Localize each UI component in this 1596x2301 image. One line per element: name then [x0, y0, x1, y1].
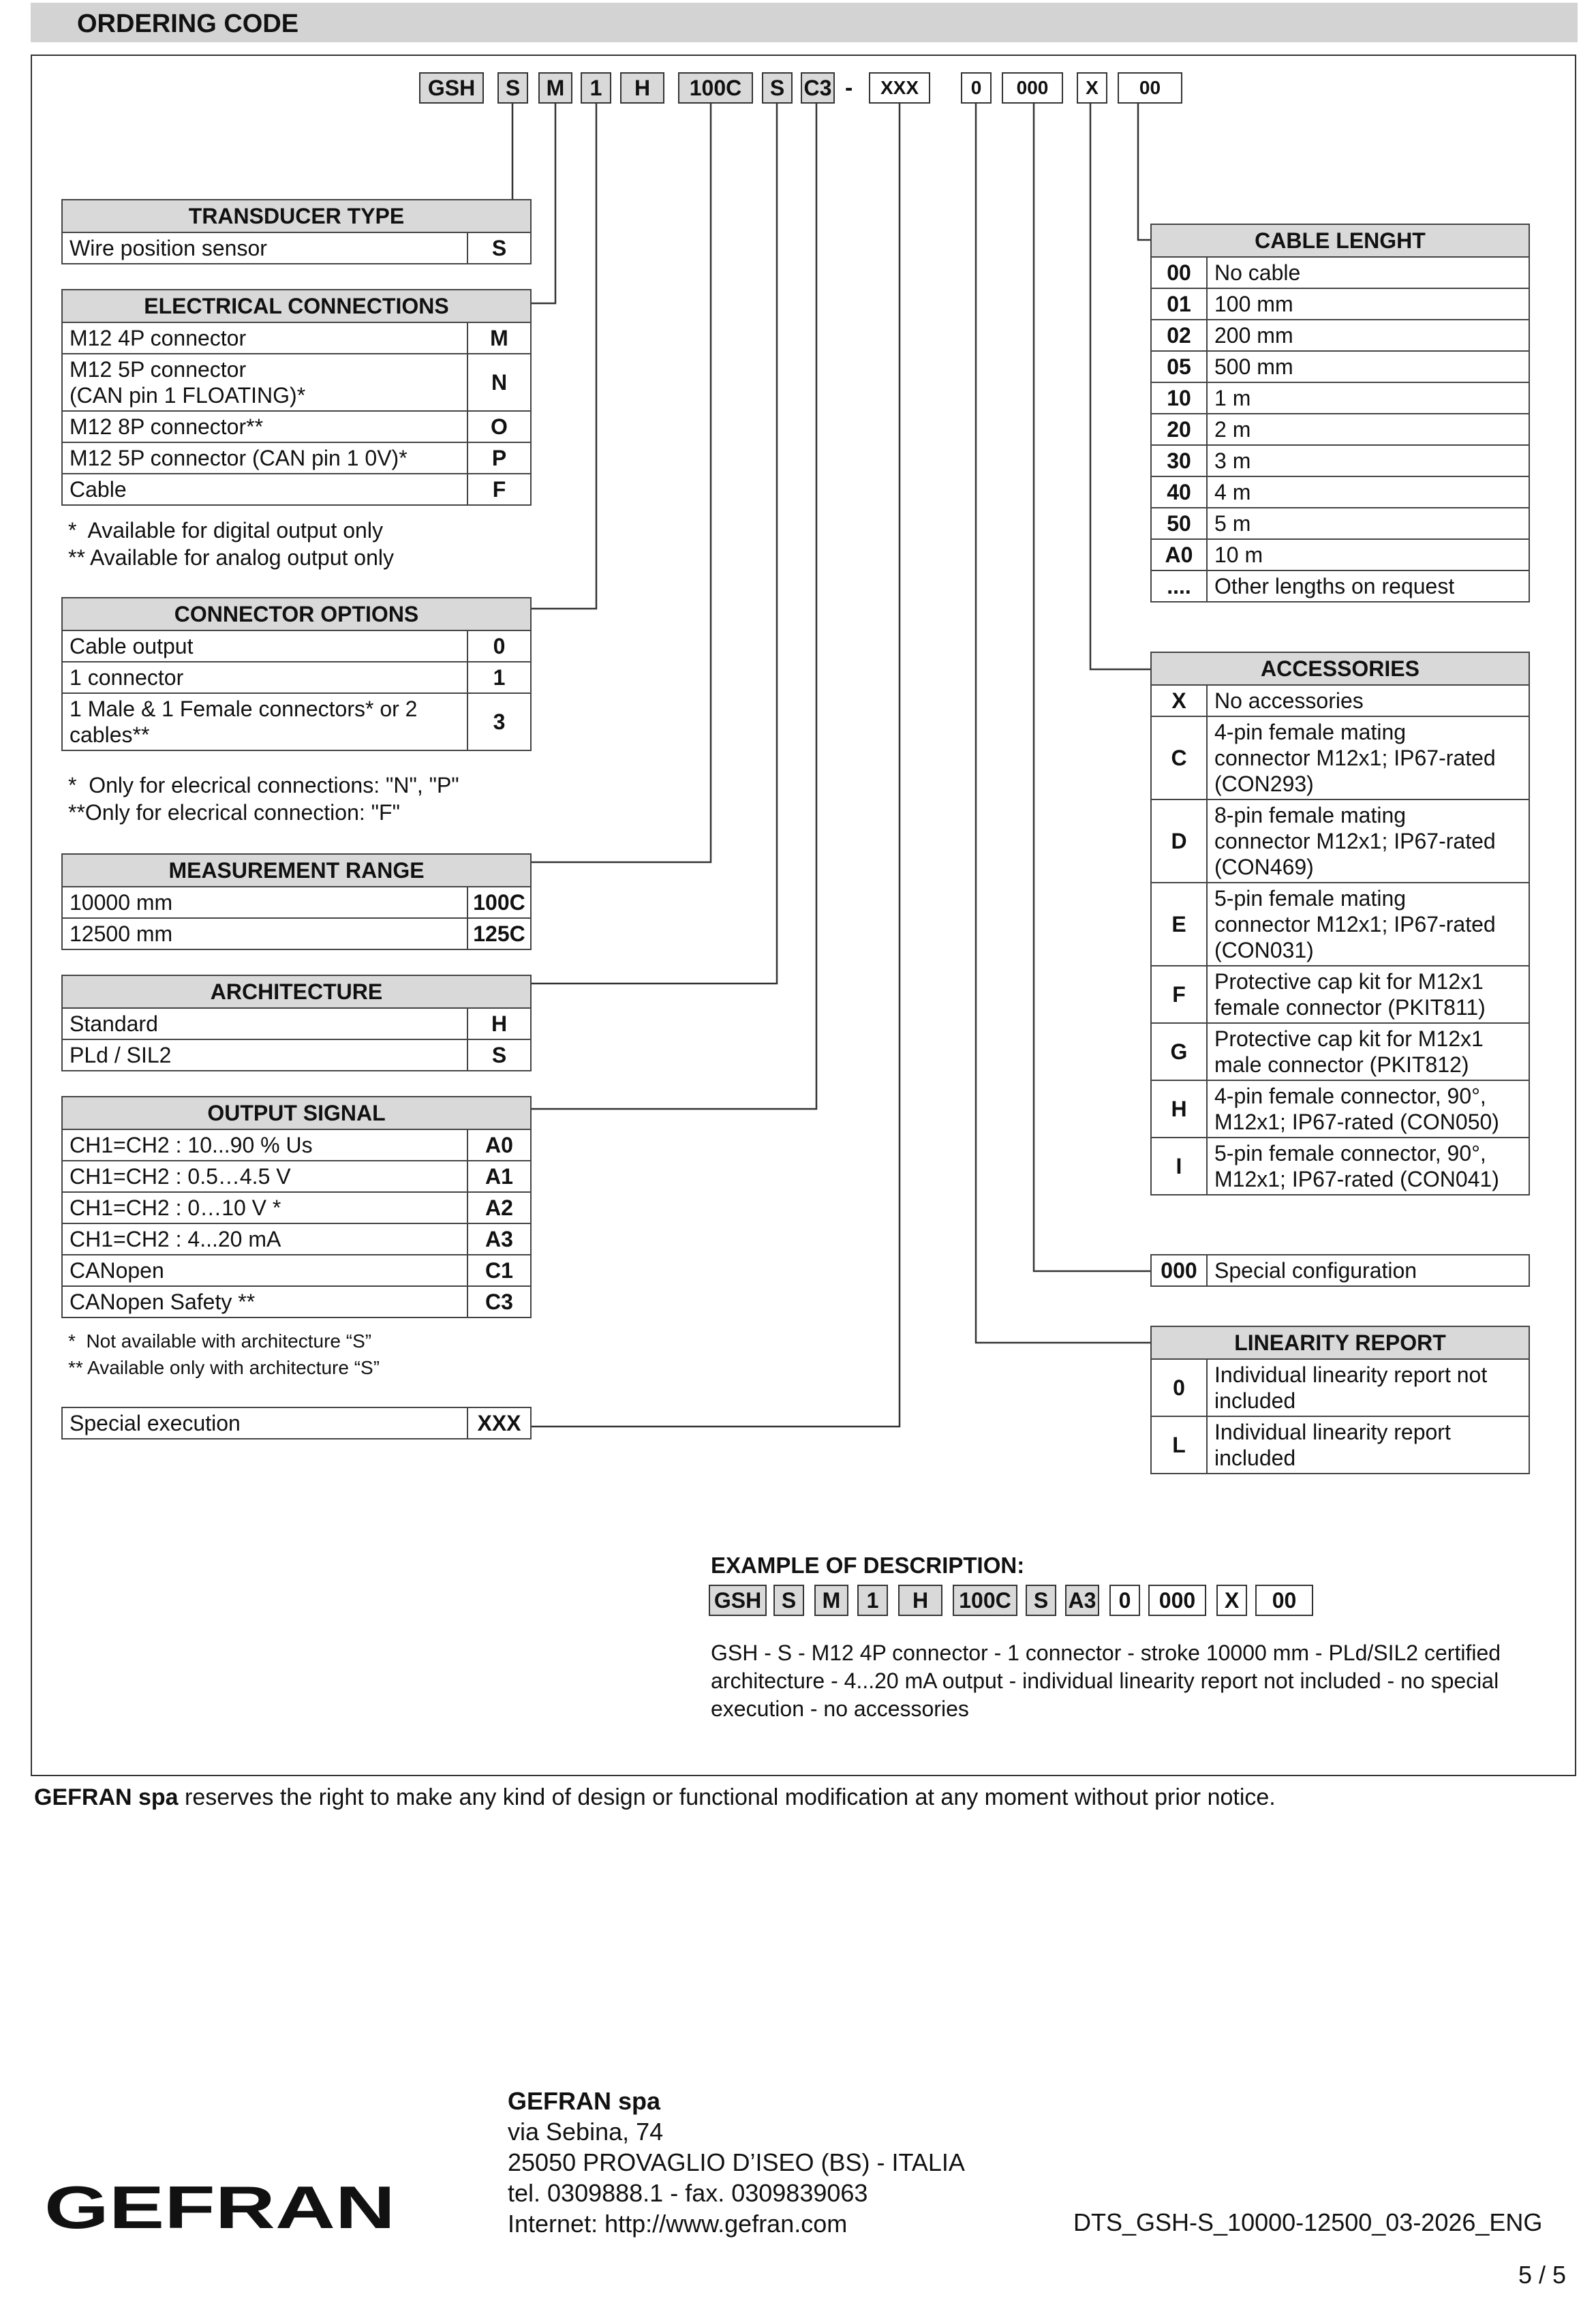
option-label: CH1=CH2 : 0.5…4.5 V [62, 1161, 467, 1192]
measurement-title: MEASUREMENT RANGE [62, 854, 531, 887]
option-label: 1 connector [62, 662, 467, 693]
option-label: CANopen [62, 1255, 467, 1286]
table-row [1151, 539, 1529, 570]
transducer-type-table [61, 199, 532, 264]
table-row [62, 411, 531, 442]
connector-note-1: * Only for elecrical connections: "N", "P" [68, 773, 459, 797]
option-label: PLd / SIL2 [62, 1039, 467, 1071]
option-label: Cable [62, 474, 467, 505]
table-row [1151, 716, 1529, 799]
option-code: 0 [1151, 1359, 1207, 1416]
option-label: CANopen Safety ** [62, 1286, 467, 1317]
option-label: 500 mm [1207, 351, 1529, 382]
option-label: 4-pin female mating connector M12x1; IP67-rated (CON293) [1207, 716, 1529, 799]
company-address [508, 2086, 965, 2239]
option-code: D [1151, 799, 1207, 883]
table-row [1151, 382, 1529, 414]
option-code: I [1151, 1138, 1207, 1195]
option-code: 100C [467, 887, 531, 918]
footer-city: 25050 PROVAGLIO D’ISEO (BS) - ITALIA [508, 2148, 965, 2176]
architecture-title: ARCHITECTURE [62, 975, 531, 1008]
example-description: GSH - S - M12 4P connector - 1 connector - stroke 10000 mm - PLd/SIL2 certified architecture - 4...20 mA output - individual linearity report not included - no special execution - no accessories [711, 1641, 1501, 1721]
table-row [1151, 685, 1529, 716]
code-box-transducer: S [497, 72, 528, 104]
option-code: 10 [1151, 382, 1207, 414]
option-label: 4 m [1207, 476, 1529, 508]
table-row [62, 1161, 531, 1192]
table-row [1151, 1023, 1529, 1080]
option-code: O [467, 411, 531, 442]
option-label: Protective cap kit for M12x1 female connector (PKIT811) [1207, 966, 1529, 1023]
code-box-electrical: M [538, 72, 572, 104]
code-box-accessories: X [1077, 72, 1107, 104]
accessories-title: ACCESSORIES [1151, 652, 1529, 685]
option-label: Special configuration [1207, 1255, 1529, 1286]
option-code: 00 [1151, 257, 1207, 288]
option-label: 1 m [1207, 382, 1529, 414]
logo-text: GEFRAN [44, 2178, 395, 2236]
option-label: CH1=CH2 : 10...90 % Us [62, 1129, 467, 1161]
table-row [1151, 1255, 1529, 1286]
code-box-cable: 00 [1118, 72, 1182, 104]
table-row [62, 232, 531, 264]
option-label: Individual linearity report not included [1207, 1359, 1529, 1416]
option-code: C [1151, 716, 1207, 799]
table-row [1151, 966, 1529, 1023]
code-box-config: 000 [1002, 72, 1063, 104]
option-label: 12500 mm [62, 918, 467, 949]
option-label: M12 4P connector [62, 322, 467, 354]
output-note-1: * Not available with architecture “S” [68, 1330, 372, 1352]
code-box-model: GSH [419, 72, 484, 104]
output-note-2: ** Available only with architecture “S” [68, 1357, 380, 1378]
table-row [62, 662, 531, 693]
option-code: N [467, 354, 531, 411]
option-code: P [467, 442, 531, 474]
table-row [1151, 1080, 1529, 1138]
table-row [1151, 288, 1529, 320]
option-code: S [467, 1039, 531, 1071]
disclaimer [34, 1784, 1276, 1811]
footer-street: via Sebina, 74 [508, 2118, 664, 2146]
example-title: EXAMPLE OF DESCRIPTION: [711, 1553, 1025, 1578]
option-label: M12 5P connector (CAN pin 1 0V)* [62, 442, 467, 474]
architecture-table [61, 975, 532, 1071]
option-code: H [467, 1008, 531, 1039]
table-row [1151, 570, 1529, 602]
option-code: 1 [467, 662, 531, 693]
table-row [62, 1286, 531, 1317]
option-label: No accessories [1207, 685, 1529, 716]
option-code: XXX [467, 1407, 531, 1439]
cable-length-table [1150, 224, 1530, 603]
table-row [1151, 257, 1529, 288]
table-row [1151, 351, 1529, 382]
option-label: CH1=CH2 : 4...20 mA [62, 1223, 467, 1255]
table-row [62, 1407, 531, 1439]
table-row [1151, 476, 1529, 508]
table-row [62, 887, 531, 918]
table-row [62, 1255, 531, 1286]
example-box: M [814, 1585, 848, 1616]
connector-options-table [61, 597, 532, 751]
linearity-title: LINEARITY REPORT [1151, 1326, 1529, 1359]
option-code: C3 [467, 1286, 531, 1317]
option-label: 4-pin female connector, 90°, M12x1; IP67-rated (CON050) [1207, 1080, 1529, 1138]
option-code: A2 [467, 1192, 531, 1223]
option-code: S [467, 232, 531, 264]
table-row [62, 918, 531, 949]
code-box-range: 100C [678, 72, 753, 104]
page-number: 5 / 5 [1518, 2261, 1567, 2289]
code-box-arch2: S [762, 72, 793, 104]
table-row [62, 1223, 531, 1255]
accessories-table [1150, 652, 1530, 1195]
table-row [1151, 1138, 1529, 1195]
option-label: 3 m [1207, 445, 1529, 476]
option-label: 5-pin female mating connector M12x1; IP67-rated (CON031) [1207, 883, 1529, 966]
electrical-note-1: * Available for digital output only [68, 518, 383, 543]
footer-phone: tel. 0309888.1 - fax. 0309839063 [508, 2179, 868, 2207]
option-code: 000 [1151, 1255, 1207, 1286]
output-title: OUTPUT SIGNAL [62, 1097, 531, 1129]
linearity-report-table [1150, 1326, 1530, 1474]
code-box-output: C3 [801, 72, 835, 104]
option-code: G [1151, 1023, 1207, 1080]
option-code: 20 [1151, 414, 1207, 445]
table-row [1151, 508, 1529, 539]
option-code: F [1151, 966, 1207, 1023]
option-code: 02 [1151, 320, 1207, 351]
table-row [1151, 883, 1529, 966]
option-code: H [1151, 1080, 1207, 1138]
option-code: .... [1151, 570, 1207, 602]
code-box-connector: 1 [581, 72, 611, 104]
code-box-architecture: H [620, 72, 664, 104]
example-box: 000 [1148, 1585, 1206, 1616]
example-box: A3 [1065, 1585, 1099, 1616]
option-label: 8-pin female mating connector M12x1; IP67-rated (CON469) [1207, 799, 1529, 883]
option-label: Standard [62, 1008, 467, 1039]
electrical-title: ELECTRICAL CONNECTIONS [62, 290, 531, 322]
option-code: C1 [467, 1255, 531, 1286]
connector-options-title: CONNECTOR OPTIONS [62, 598, 531, 630]
connector-note-2: **Only for elecrical connection: "F" [68, 800, 400, 825]
code-box-linearity: 0 [961, 72, 992, 104]
example-box: 0 [1109, 1585, 1140, 1616]
gefran-logo [44, 2178, 399, 2236]
option-code: 125C [467, 918, 531, 949]
table-row [1151, 445, 1529, 476]
option-label: M12 8P connector** [62, 411, 467, 442]
table-row [1151, 1359, 1529, 1416]
table-row [1151, 799, 1529, 883]
option-label: 100 mm [1207, 288, 1529, 320]
table-row [1151, 1416, 1529, 1474]
footer-internet[interactable]: Internet: http://www.gefran.com [508, 2210, 848, 2238]
table-row [1151, 414, 1529, 445]
example-box: S [773, 1585, 804, 1616]
option-label: Other lengths on request [1207, 570, 1529, 602]
electrical-connections-table [61, 289, 532, 506]
option-label: Individual linearity report included [1207, 1416, 1529, 1474]
option-label: 2 m [1207, 414, 1529, 445]
option-label: Protective cap kit for M12x1 male connector (PKIT812) [1207, 1023, 1529, 1080]
option-label: 5 m [1207, 508, 1529, 539]
table-row [62, 1192, 531, 1223]
option-label: CH1=CH2 : 0…10 V * [62, 1192, 467, 1223]
disclaimer-company: GEFRAN spa [34, 1784, 179, 1810]
option-label: 5-pin female connector, 90°, M12x1; IP67-rated (CON041) [1207, 1138, 1529, 1195]
option-label: No cable [1207, 257, 1529, 288]
cable-length-title: CABLE LENGHT [1151, 224, 1529, 257]
output-signal-table [61, 1096, 532, 1318]
option-label: Cable output [62, 630, 467, 662]
option-label: Wire position sensor [62, 232, 467, 264]
section-title: ORDERING CODE [77, 10, 299, 38]
example-box: X [1216, 1585, 1247, 1616]
example-box: 100C [953, 1585, 1017, 1616]
option-label: 1 Male & 1 Female connectors* or 2 cables** [62, 693, 467, 750]
example-box: 1 [857, 1585, 888, 1616]
option-code: L [1151, 1416, 1207, 1474]
example-box: 00 [1255, 1585, 1313, 1616]
table-row [62, 354, 531, 411]
transducer-type-title: TRANSDUCER TYPE [62, 200, 531, 232]
table-row [62, 322, 531, 354]
option-code: A0 [1151, 539, 1207, 570]
table-row [62, 693, 531, 750]
table-row [62, 1039, 531, 1071]
example-box: GSH [709, 1585, 767, 1616]
option-code: A3 [467, 1223, 531, 1255]
option-code: 3 [467, 693, 531, 750]
special-execution-table [61, 1407, 532, 1439]
measurement-range-table [61, 853, 532, 950]
footer-company: GEFRAN spa [508, 2087, 661, 2115]
option-label: 10000 mm [62, 887, 467, 918]
option-code: A1 [467, 1161, 531, 1192]
disclaimer-text: reserves the right to make any kind of design or functional modification at any moment without prior notice. [178, 1784, 1276, 1810]
table-row [62, 474, 531, 505]
table-row [62, 1129, 531, 1161]
electrical-note-2: ** Available for analog output only [68, 545, 394, 570]
option-label: 10 m [1207, 539, 1529, 570]
option-code: M [467, 322, 531, 354]
option-label: M12 5P connector (CAN pin 1 FLOATING)* [62, 354, 467, 411]
option-code: 40 [1151, 476, 1207, 508]
table-row [62, 630, 531, 662]
option-label: Special execution [62, 1407, 467, 1439]
option-code: E [1151, 883, 1207, 966]
code-dash: - [845, 74, 853, 101]
option-code: X [1151, 685, 1207, 716]
table-row [1151, 320, 1529, 351]
document-code: DTS_GSH-S_10000-12500_03-2026_ENG [1073, 2208, 1543, 2236]
code-box-special: XXX [869, 72, 930, 104]
option-code: 50 [1151, 508, 1207, 539]
option-code: A0 [467, 1129, 531, 1161]
table-row [62, 1008, 531, 1039]
example-box: H [898, 1585, 942, 1616]
option-code: 0 [467, 630, 531, 662]
option-label: 200 mm [1207, 320, 1529, 351]
option-code: 30 [1151, 445, 1207, 476]
table-row [62, 442, 531, 474]
example-box: S [1026, 1585, 1056, 1616]
option-code: 01 [1151, 288, 1207, 320]
option-code: 05 [1151, 351, 1207, 382]
option-code: F [467, 474, 531, 505]
special-configuration-table [1150, 1254, 1530, 1287]
